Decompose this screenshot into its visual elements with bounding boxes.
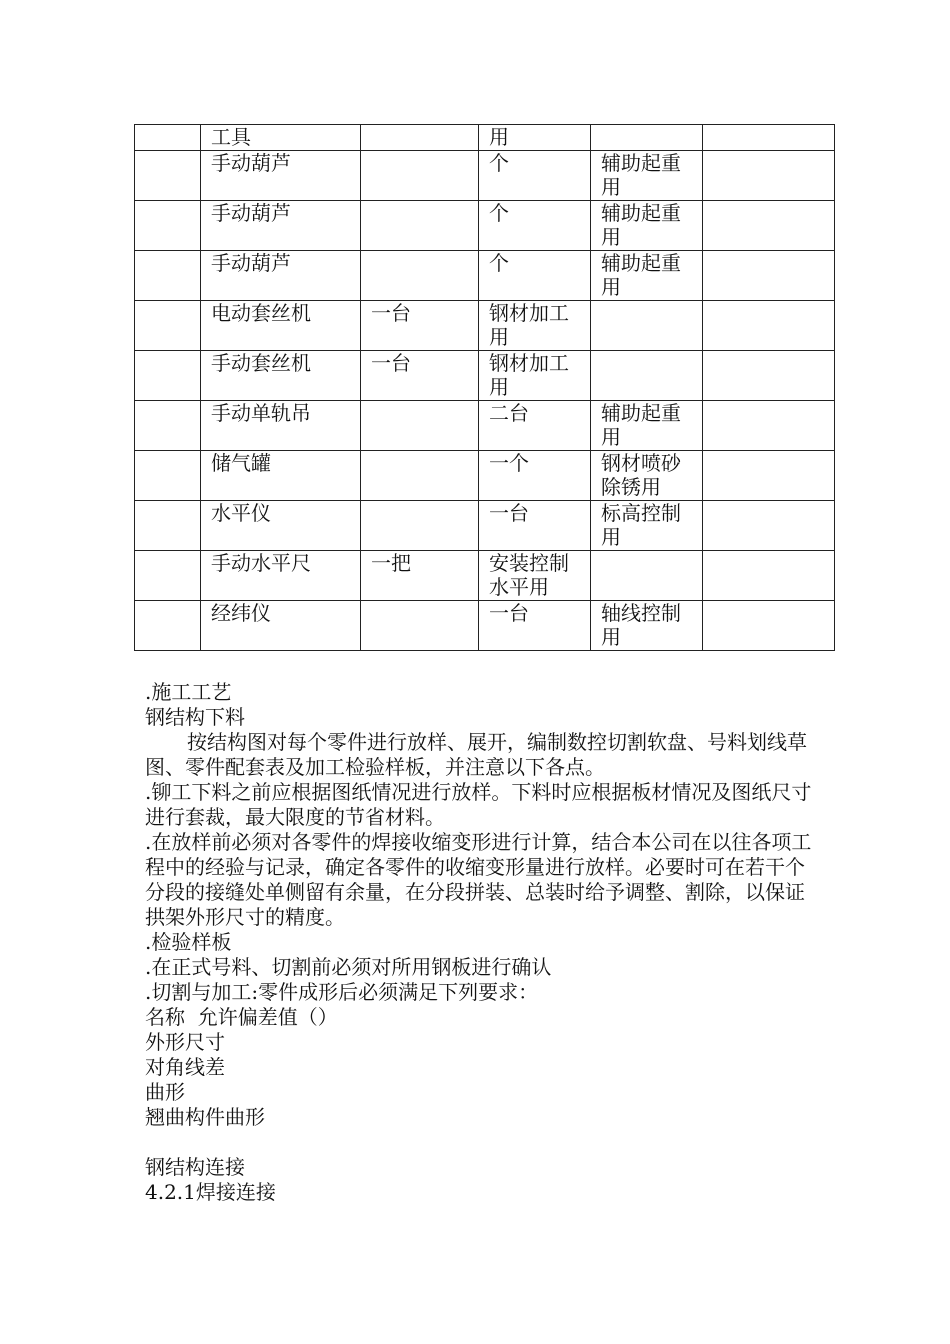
table-cell: [135, 401, 201, 451]
table-cell: [703, 351, 835, 401]
document-body: [145, 680, 815, 1205]
table-row: [135, 301, 835, 351]
table-cell: [135, 301, 201, 351]
table-cell: 手动套丝机: [201, 351, 361, 401]
tolerance-item: 对角线差: [145, 1055, 225, 1079]
table-cell: 辅助起重用: [591, 251, 703, 301]
table-cell: 辅助起重用: [591, 201, 703, 251]
tolerance-item: 翘曲构件曲形: [145, 1105, 265, 1129]
table-row: [135, 501, 835, 551]
table-cell: [361, 401, 479, 451]
table-cell: 手动水平尺: [201, 551, 361, 601]
table-cell: 储气罐: [201, 451, 361, 501]
table-cell: 用: [479, 125, 591, 151]
tolerance-item: 曲形: [145, 1080, 185, 1104]
table-cell: [135, 201, 201, 251]
paragraph: 按结构图对每个零件进行放样、展开，编制数控切割软盘、号料划线草图、零件配套表及加工检验样板，并注意以下各点。: [145, 730, 807, 779]
table-cell: 电动套丝机: [201, 301, 361, 351]
table-cell: [703, 301, 835, 351]
paragraph: .铆工下料之前应根据图纸情况进行放样。下料时应根据板材情况及图纸尺寸进行套裁，最大限度的节省材料。: [145, 780, 812, 829]
table-cell: [703, 501, 835, 551]
table-cell: [135, 251, 201, 301]
table-cell: 个: [479, 151, 591, 201]
equipment-table: [134, 124, 835, 651]
table-cell: 一台: [361, 301, 479, 351]
table-cell: 辅助起重用: [591, 151, 703, 201]
table-cell: [703, 401, 835, 451]
table-cell: [135, 125, 201, 151]
subsection-heading: 4.2.1焊接连接: [145, 1180, 276, 1204]
table-cell: [361, 125, 479, 151]
table-cell: 一台: [479, 501, 591, 551]
table-cell: 个: [479, 201, 591, 251]
table-cell: 手动葫芦: [201, 151, 361, 201]
table-cell: [361, 251, 479, 301]
table-cell: 钢材加工用: [479, 351, 591, 401]
table-cell: 辅助起重用: [591, 401, 703, 451]
subsection-heading: 钢结构下料: [145, 705, 245, 729]
paragraph: .在放样前必须对各零件的焊接收缩变形进行计算，结合本公司在以往各项工程中的经验与记录，确定各零件的收缩变形量进行放样。必要时可在若干个分段的接缝处单侧留有余量，在分段拼装、总装时给予调整、割除，以保证拱架外形尺寸的精度。: [145, 830, 812, 929]
table-cell: 轴线控制用: [591, 601, 703, 651]
table-cell: [703, 201, 835, 251]
tolerance-item: 外形尺寸: [145, 1030, 225, 1054]
subsection-heading: .检验样板: [145, 930, 232, 954]
spacer: [145, 1130, 815, 1155]
table-cell: [361, 151, 479, 201]
table-cell: [703, 251, 835, 301]
table-cell: [703, 451, 835, 501]
table-cell: 安装控制水平用: [479, 551, 591, 601]
table-row: [135, 251, 835, 301]
table-row: [135, 125, 835, 151]
table-cell: [135, 451, 201, 501]
table-cell: [135, 501, 201, 551]
table-cell: [361, 601, 479, 651]
table-cell: [591, 301, 703, 351]
table-cell: [361, 451, 479, 501]
table-cell: 一台: [361, 351, 479, 401]
table-row: [135, 401, 835, 451]
section-heading: .施工工艺: [145, 680, 232, 704]
table-cell: [703, 551, 835, 601]
table-cell: 一个: [479, 451, 591, 501]
table-row: [135, 201, 835, 251]
table-cell: [135, 601, 201, 651]
tolerance-header: 名称 允许偏差值（）: [145, 1005, 338, 1029]
subsection-heading: 钢结构连接: [145, 1155, 245, 1179]
table-cell: 工具: [201, 125, 361, 151]
table-row: [135, 601, 835, 651]
table-cell: 标高控制用: [591, 501, 703, 551]
table-cell: 一台: [479, 601, 591, 651]
table-cell: [591, 125, 703, 151]
table-cell: [135, 551, 201, 601]
paragraph: .在正式号料、切割前必须对所用钢板进行确认: [145, 955, 552, 979]
table-cell: [591, 551, 703, 601]
table-cell: [361, 201, 479, 251]
table-cell: [591, 351, 703, 401]
table-cell: 二台: [479, 401, 591, 451]
table-cell: [135, 351, 201, 401]
table-cell: 一把: [361, 551, 479, 601]
table-cell: 钢材加工用: [479, 301, 591, 351]
table-row: [135, 551, 835, 601]
table-cell: 经纬仪: [201, 601, 361, 651]
table-cell: 个: [479, 251, 591, 301]
table-cell: [135, 151, 201, 201]
paragraph: .切割与加工:零件成形后必须满足下列要求：: [145, 980, 539, 1004]
table-cell: [703, 601, 835, 651]
table-cell: 水平仪: [201, 501, 361, 551]
table-row: [135, 451, 835, 501]
table-cell: 钢材喷砂除锈用: [591, 451, 703, 501]
table-cell: 手动葫芦: [201, 251, 361, 301]
table-cell: 手动葫芦: [201, 201, 361, 251]
table-cell: [703, 125, 835, 151]
table-cell: [703, 151, 835, 201]
table-row: [135, 351, 835, 401]
table-cell: 手动单轨吊: [201, 401, 361, 451]
table-cell: [361, 501, 479, 551]
table-row: [135, 151, 835, 201]
